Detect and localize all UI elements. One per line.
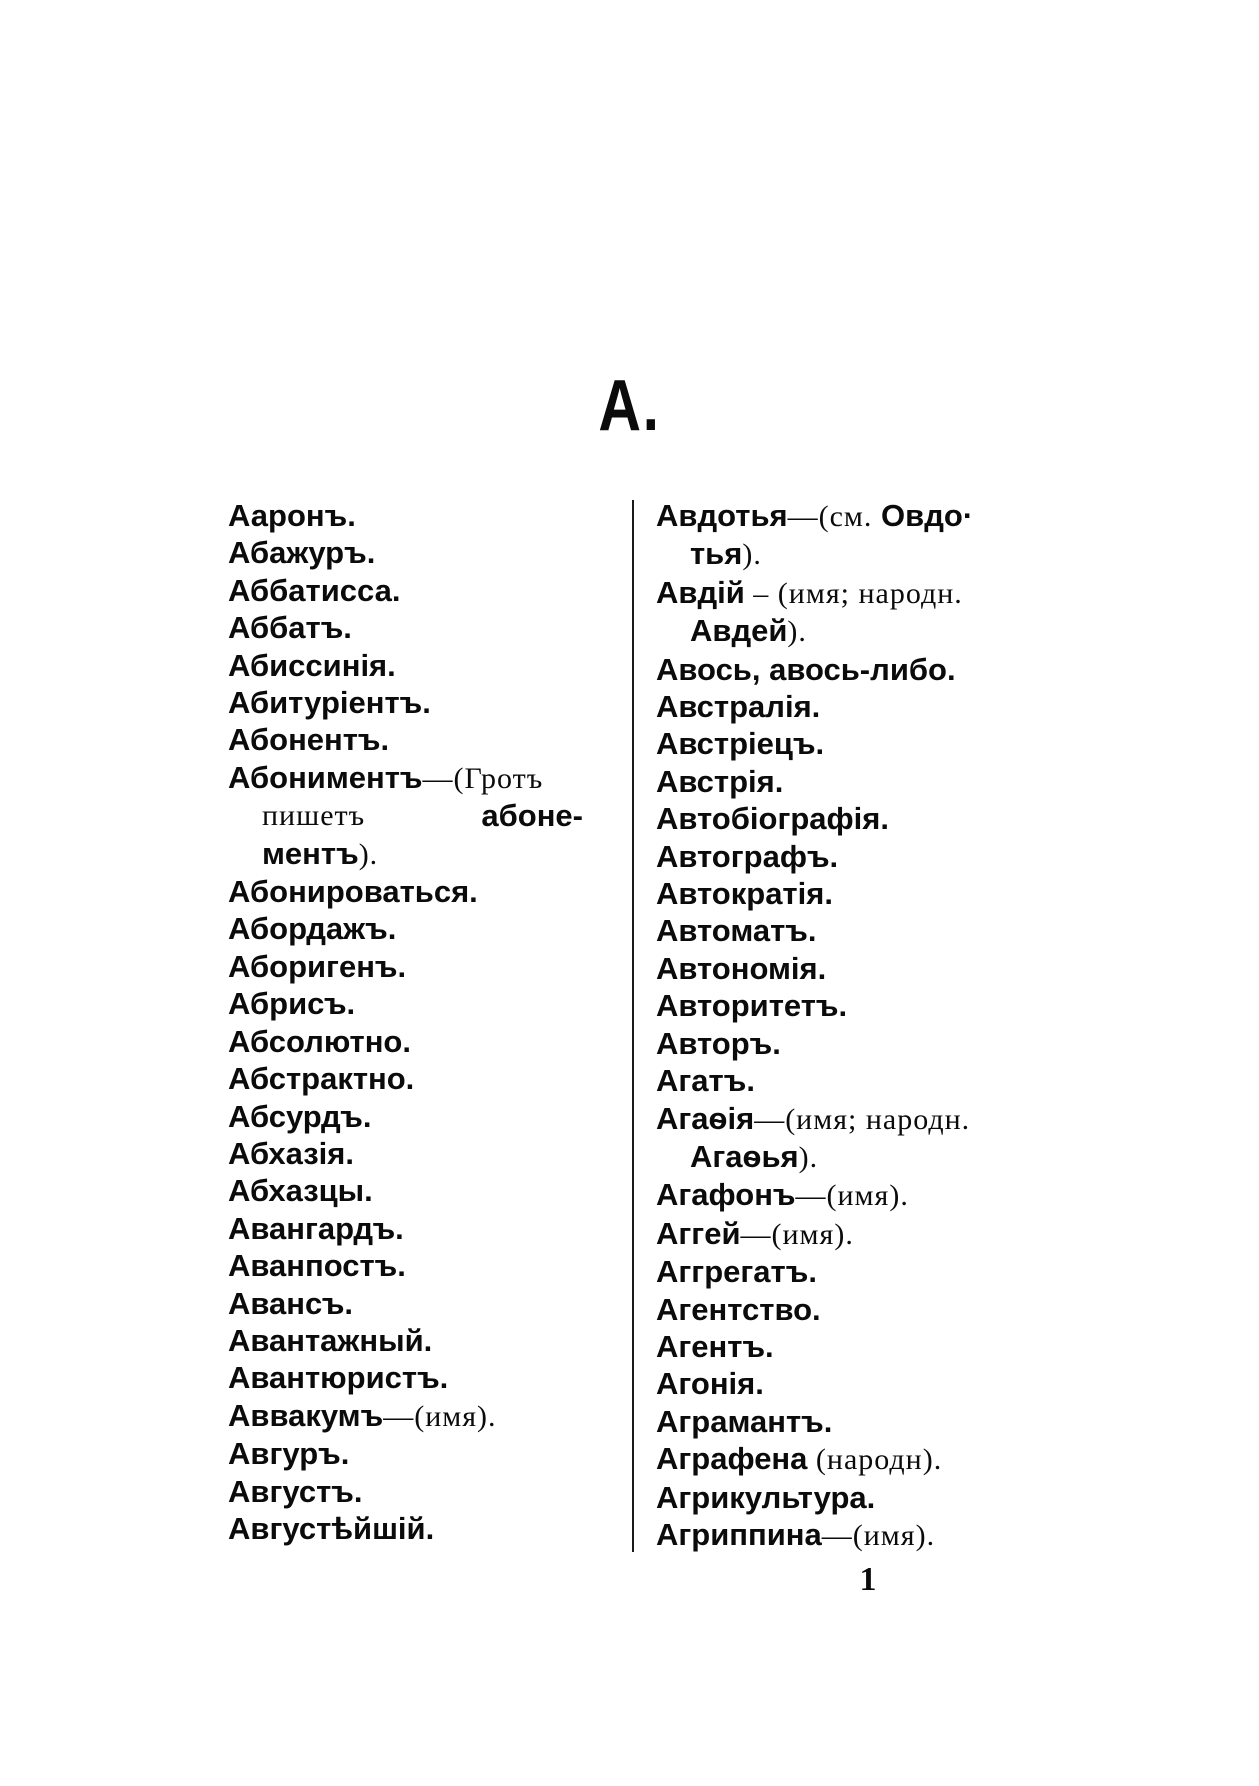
entry: Аграмантъ. [656, 1403, 833, 1439]
entry [228, 759, 628, 797]
entry: Агрикультура. [656, 1479, 876, 1515]
entry: Агриппина—(имя). [656, 1516, 936, 1552]
entry: Аграфена (народн). [656, 1441, 943, 1477]
entry: Агатъ. [656, 1063, 755, 1099]
entry: Аггрегатъ. [656, 1254, 817, 1290]
entry: Абажуръ. [228, 535, 376, 571]
page-number: 1 [859, 1561, 877, 1598]
entry: Августѣйшій. [228, 1510, 435, 1546]
entry: Абстрактно. [228, 1061, 415, 1097]
entry: Аггей—(имя). [656, 1215, 854, 1251]
entry: Автографъ. [656, 838, 839, 874]
entry: Аббатъ. [228, 610, 352, 646]
entry-continuation: Агаѳья). [690, 1138, 819, 1174]
entry: Агентство. [656, 1291, 821, 1327]
entry: Австріецъ. [656, 726, 825, 762]
entry: Аванпостъ. [228, 1248, 406, 1284]
entry-continuation: тья). [690, 536, 762, 572]
entry: Автоматъ. [656, 913, 817, 949]
entry: Абонироваться. [228, 874, 478, 910]
entry: Авангардъ. [228, 1210, 404, 1246]
entry: Аборигенъ. [228, 948, 407, 984]
entry: Автобіографія. [656, 801, 889, 837]
entry-continuation: Авдей). [690, 613, 807, 649]
entry: Авантюристъ. [228, 1360, 449, 1396]
entry: Абитуріентъ. [228, 685, 431, 721]
entry: Авдотья—(см. Овдо· [656, 498, 974, 533]
entry: Авторъ. [656, 1025, 781, 1061]
right-column [656, 497, 1056, 1554]
entry: Авантажный. [228, 1322, 433, 1358]
entry: Авансъ. [228, 1285, 354, 1321]
entry: Авось, авось-либо. [656, 651, 956, 687]
entry: Авторитетъ. [656, 988, 848, 1024]
entry: Августъ. [228, 1473, 363, 1509]
entry: Аввакумъ—(имя). [228, 1397, 497, 1433]
entry: Абордажъ. [228, 911, 397, 947]
entry: Автократія. [656, 876, 833, 912]
entry: Агафонъ—(имя). [656, 1177, 909, 1213]
entry-continuation: пишетъ абоне- [262, 798, 583, 834]
entry: Ааронъ. [228, 498, 356, 533]
entry: Австралія. [656, 689, 821, 725]
entry: Аббатисса. [228, 572, 401, 608]
entry: Абиссинія. [228, 647, 396, 683]
entry: Абхазія. [228, 1135, 354, 1171]
entry-note: —(Гротъ [422, 761, 544, 795]
entry: Абонентъ. [228, 722, 390, 758]
entry: Абсурдъ. [228, 1098, 372, 1134]
entry: Автономія. [656, 950, 827, 986]
entry: Абрисъ. [228, 986, 356, 1022]
entry: Агентъ. [656, 1328, 774, 1364]
column-divider [632, 500, 634, 1552]
headword: Абониментъ [228, 759, 423, 795]
entry: Австрія. [656, 763, 784, 799]
entry: Абсолютно. [228, 1023, 411, 1059]
entry: Авгуръ. [228, 1436, 350, 1472]
entry: Абхазцы. [228, 1173, 373, 1209]
entry-continuation: ментъ). [262, 835, 379, 871]
entry: Авдій – (имя; народн. [656, 574, 963, 610]
left-column [228, 497, 628, 1547]
entry: Агаѳія—(имя; народн. [656, 1100, 971, 1136]
section-letter-heading: А. [598, 366, 661, 446]
entry: Агонія. [656, 1366, 764, 1402]
